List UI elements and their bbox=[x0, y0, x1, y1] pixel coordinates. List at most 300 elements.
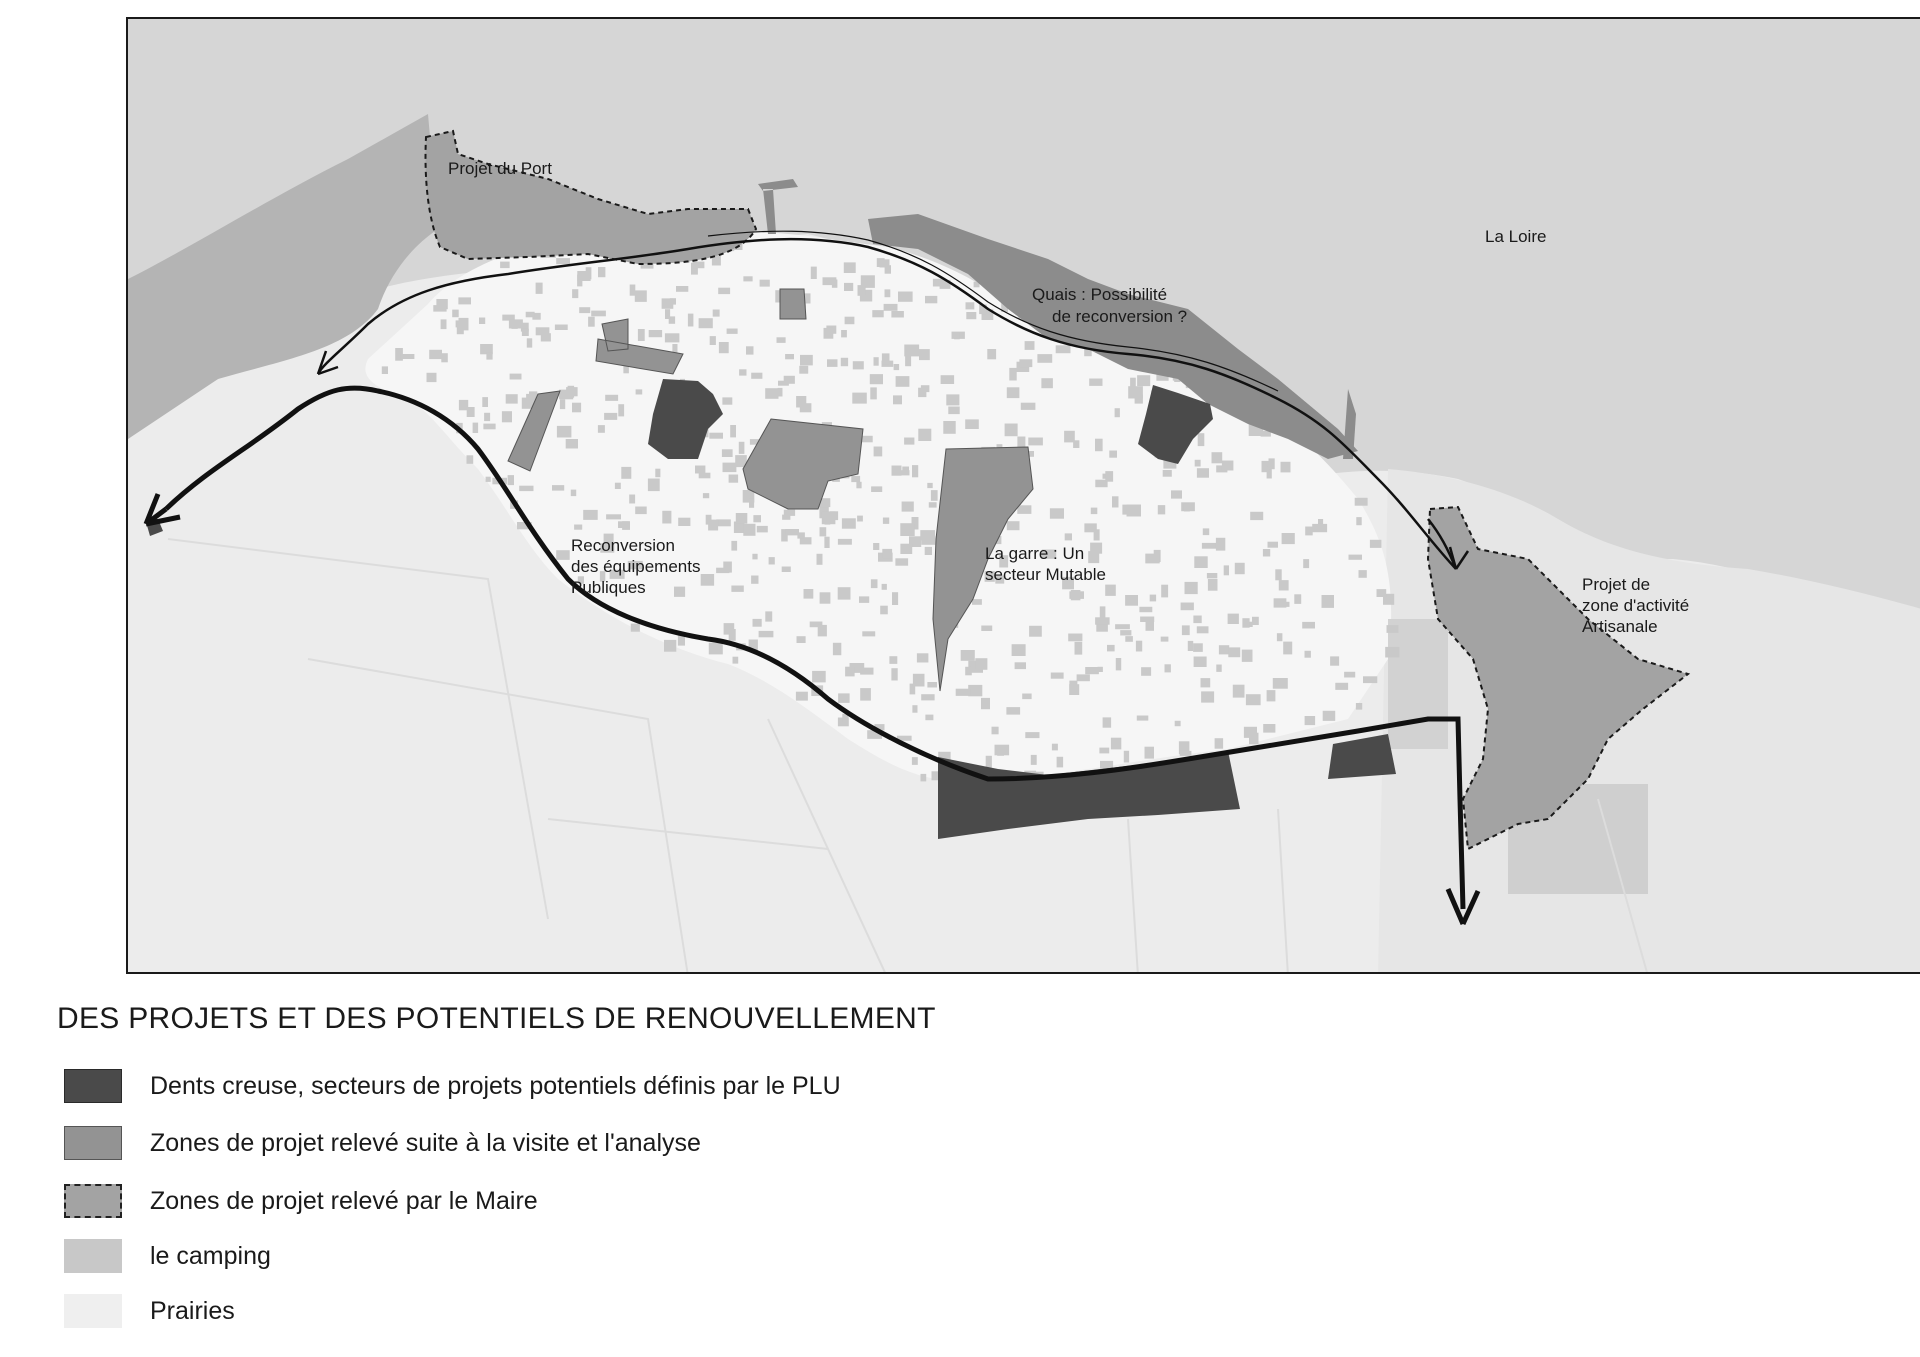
building-block bbox=[1219, 645, 1229, 654]
building-block bbox=[467, 455, 474, 464]
building-block bbox=[716, 568, 729, 573]
building-block bbox=[784, 376, 795, 384]
building-block bbox=[757, 526, 768, 533]
building-block bbox=[1201, 691, 1214, 702]
building-block bbox=[777, 337, 786, 343]
building-block bbox=[716, 519, 731, 526]
building-block bbox=[722, 397, 732, 404]
building-block bbox=[400, 354, 414, 359]
building-block bbox=[1302, 622, 1315, 629]
building-block bbox=[1277, 633, 1283, 641]
building-block bbox=[1115, 624, 1130, 629]
building-block bbox=[759, 631, 774, 637]
building-block bbox=[1068, 634, 1082, 642]
building-block bbox=[1056, 345, 1071, 353]
legend-label: Zones de projet relevé suite à la visite et l'analyse bbox=[150, 1128, 701, 1157]
building-block bbox=[484, 413, 490, 421]
building-block bbox=[1137, 716, 1149, 721]
building-block bbox=[482, 397, 488, 407]
building-block bbox=[927, 682, 937, 688]
building-block bbox=[635, 290, 647, 302]
legend-label: Prairies bbox=[150, 1296, 235, 1325]
building-block bbox=[858, 285, 866, 296]
building-block bbox=[896, 376, 910, 387]
building-block bbox=[648, 479, 660, 492]
building-block bbox=[1242, 618, 1249, 628]
building-block bbox=[727, 329, 738, 334]
building-block bbox=[591, 311, 606, 317]
legend-item-prairies bbox=[64, 1293, 235, 1329]
legend-swatch-camping bbox=[64, 1239, 122, 1273]
building-block bbox=[701, 574, 714, 586]
building-block bbox=[723, 463, 737, 473]
building-block bbox=[752, 554, 757, 560]
building-block bbox=[572, 403, 581, 413]
building-block bbox=[1025, 732, 1039, 738]
building-block bbox=[804, 589, 814, 599]
building-block bbox=[921, 694, 934, 700]
building-block bbox=[818, 625, 827, 637]
building-block bbox=[1028, 438, 1043, 446]
building-block bbox=[838, 587, 851, 599]
building-block bbox=[987, 349, 996, 359]
building-block bbox=[1263, 724, 1275, 733]
building-block bbox=[1269, 458, 1275, 469]
building-block bbox=[902, 467, 909, 472]
building-block bbox=[894, 364, 900, 370]
building-block bbox=[753, 515, 761, 522]
building-block bbox=[1084, 523, 1096, 532]
building-block bbox=[857, 516, 863, 522]
building-block bbox=[841, 358, 848, 366]
building-block bbox=[664, 640, 676, 652]
building-block bbox=[842, 518, 856, 528]
map-frame bbox=[126, 17, 1920, 974]
building-block bbox=[1022, 694, 1031, 700]
building-block bbox=[458, 297, 471, 304]
building-block bbox=[556, 550, 570, 560]
building-block bbox=[920, 530, 935, 540]
building-block bbox=[883, 518, 889, 524]
building-block bbox=[921, 774, 927, 782]
building-block bbox=[975, 658, 987, 670]
building-block bbox=[452, 310, 459, 318]
building-block bbox=[860, 668, 873, 675]
building-block bbox=[852, 393, 867, 404]
building-block bbox=[880, 259, 890, 267]
building-block bbox=[1012, 644, 1026, 656]
building-block bbox=[571, 490, 576, 497]
building-block bbox=[796, 396, 806, 408]
building-block bbox=[882, 353, 890, 364]
building-block bbox=[1275, 569, 1281, 580]
building-block bbox=[1216, 538, 1225, 551]
building-block bbox=[1195, 460, 1201, 467]
building-block bbox=[845, 667, 855, 677]
label-la-loire: La Loire bbox=[1485, 227, 1547, 246]
building-block bbox=[824, 537, 829, 548]
building-block bbox=[1007, 387, 1020, 398]
building-block bbox=[665, 309, 670, 319]
building-block bbox=[1359, 570, 1367, 578]
building-block bbox=[1344, 672, 1355, 678]
legend-swatch-dark bbox=[64, 1069, 122, 1103]
building-block bbox=[710, 336, 716, 345]
building-block bbox=[560, 399, 565, 409]
building-block bbox=[708, 520, 718, 531]
building-block bbox=[731, 541, 737, 551]
building-block bbox=[1268, 542, 1279, 548]
building-block bbox=[467, 407, 475, 417]
building-block bbox=[709, 643, 723, 655]
building-block bbox=[605, 395, 618, 401]
building-block bbox=[719, 342, 729, 353]
building-block bbox=[992, 727, 999, 735]
building-block bbox=[841, 330, 847, 337]
building-block bbox=[1037, 354, 1052, 363]
building-block bbox=[1233, 685, 1245, 698]
building-block bbox=[1235, 563, 1245, 574]
building-block bbox=[1077, 674, 1090, 681]
building-block bbox=[1193, 616, 1201, 624]
building-block bbox=[822, 511, 836, 524]
building-block bbox=[1242, 650, 1253, 662]
building-block bbox=[1120, 630, 1131, 635]
building-block bbox=[966, 312, 976, 319]
building-block bbox=[1312, 524, 1327, 532]
building-block bbox=[699, 473, 711, 479]
building-block bbox=[1193, 643, 1203, 652]
legend-swatch-mid bbox=[64, 1126, 122, 1160]
building-block bbox=[929, 502, 937, 507]
building-block bbox=[1125, 595, 1138, 606]
building-block bbox=[753, 619, 762, 627]
label-za-line3: Artisanale bbox=[1582, 617, 1658, 636]
building-block bbox=[961, 650, 975, 661]
building-block bbox=[981, 626, 992, 632]
building-block bbox=[527, 338, 532, 347]
building-block bbox=[1194, 657, 1207, 668]
building-block bbox=[1116, 658, 1121, 670]
building-block bbox=[838, 693, 850, 703]
building-block bbox=[649, 330, 662, 337]
building-block bbox=[729, 475, 739, 483]
building-block bbox=[606, 514, 621, 519]
building-block bbox=[743, 276, 752, 281]
building-block bbox=[536, 283, 543, 294]
building-block bbox=[871, 486, 882, 492]
building-block bbox=[870, 374, 883, 384]
building-block bbox=[509, 319, 523, 328]
building-block bbox=[1099, 748, 1109, 754]
building-block bbox=[536, 327, 550, 335]
building-block bbox=[844, 283, 853, 291]
building-block bbox=[1185, 582, 1198, 594]
building-block bbox=[618, 404, 624, 416]
building-block bbox=[1089, 379, 1102, 386]
building-block bbox=[729, 629, 736, 641]
building-block bbox=[746, 346, 754, 354]
building-block bbox=[1021, 403, 1036, 410]
building-block bbox=[1025, 341, 1035, 350]
building-block bbox=[1069, 684, 1079, 695]
building-block bbox=[1283, 642, 1292, 655]
building-block bbox=[1031, 755, 1037, 765]
building-block bbox=[598, 425, 605, 433]
building-block bbox=[954, 333, 960, 340]
building-block bbox=[1141, 667, 1151, 676]
building-block bbox=[874, 357, 879, 366]
building-block bbox=[751, 373, 762, 379]
building-block bbox=[502, 411, 512, 422]
building-block bbox=[873, 543, 879, 550]
building-block bbox=[621, 467, 631, 479]
building-block bbox=[1140, 617, 1154, 623]
building-block bbox=[433, 305, 446, 312]
building-block bbox=[956, 689, 970, 696]
building-block bbox=[892, 466, 902, 476]
building-block bbox=[1202, 543, 1217, 549]
building-block bbox=[1161, 585, 1168, 598]
label-gare-line1: La garre : Un bbox=[985, 544, 1085, 563]
building-block bbox=[1124, 751, 1129, 763]
building-block bbox=[925, 296, 937, 303]
building-block bbox=[1207, 573, 1217, 578]
building-block bbox=[427, 373, 437, 382]
building-block bbox=[918, 388, 926, 397]
building-block bbox=[1305, 651, 1311, 658]
building-block bbox=[615, 483, 621, 489]
building-block bbox=[882, 584, 887, 590]
building-block bbox=[860, 688, 871, 701]
building-block bbox=[913, 674, 925, 687]
label-za-line2: zone d'activité bbox=[1582, 596, 1690, 615]
building-block bbox=[1282, 533, 1295, 544]
building-block bbox=[1322, 595, 1335, 608]
building-block bbox=[859, 596, 869, 603]
building-block bbox=[1305, 716, 1316, 725]
building-block bbox=[856, 482, 861, 489]
building-block bbox=[382, 366, 388, 374]
building-block bbox=[1208, 579, 1218, 591]
building-block bbox=[925, 715, 933, 721]
building-block bbox=[441, 353, 448, 362]
building-block bbox=[1165, 664, 1171, 672]
building-block bbox=[1017, 505, 1031, 514]
building-block bbox=[995, 745, 1010, 756]
building-block bbox=[885, 289, 891, 297]
building-block bbox=[699, 318, 713, 328]
building-block bbox=[968, 685, 982, 696]
building-block bbox=[927, 483, 932, 488]
building-block bbox=[972, 599, 982, 605]
building-block bbox=[1273, 678, 1288, 689]
building-block bbox=[838, 539, 852, 545]
building-block bbox=[1323, 711, 1336, 721]
building-block bbox=[785, 354, 794, 359]
building-block bbox=[1387, 625, 1399, 633]
building-block bbox=[833, 643, 841, 655]
building-block bbox=[845, 317, 855, 325]
building-block bbox=[586, 267, 592, 279]
building-block bbox=[943, 421, 955, 434]
building-block bbox=[1330, 656, 1339, 665]
building-block bbox=[1019, 359, 1032, 367]
building-block bbox=[844, 262, 856, 273]
building-block bbox=[1107, 645, 1115, 652]
building-block bbox=[765, 388, 778, 399]
building-block bbox=[1095, 439, 1103, 452]
label-za-line1: Projet de bbox=[1582, 575, 1651, 594]
building-block bbox=[556, 258, 570, 264]
label-quais-line1: Quais : Possibilité bbox=[1032, 285, 1168, 304]
building-block bbox=[486, 477, 491, 482]
building-block bbox=[1203, 528, 1209, 535]
building-block bbox=[655, 469, 660, 478]
legend-label: Dents creuse, secteurs de projets potentiels définis par le PLU bbox=[150, 1071, 841, 1100]
building-block bbox=[880, 606, 888, 615]
building-block bbox=[662, 298, 674, 308]
building-block bbox=[891, 668, 897, 680]
building-block bbox=[1349, 555, 1363, 560]
building-block bbox=[902, 502, 914, 512]
building-block bbox=[1385, 647, 1399, 658]
label-gare-line2: secteur Mutable bbox=[985, 565, 1106, 584]
building-block bbox=[1145, 747, 1155, 759]
building-block bbox=[1127, 505, 1142, 517]
building-block bbox=[1171, 490, 1182, 498]
legend-item-zones-maire bbox=[64, 1183, 538, 1219]
building-block bbox=[1009, 368, 1016, 381]
building-block bbox=[820, 592, 831, 603]
building-block bbox=[1088, 551, 1099, 563]
building-block bbox=[1180, 751, 1192, 756]
building-block bbox=[1052, 744, 1058, 751]
building-block bbox=[483, 424, 495, 430]
building-block bbox=[1128, 386, 1143, 398]
building-block bbox=[784, 510, 795, 516]
building-block bbox=[1281, 462, 1291, 473]
legend-label: Zones de projet relevé par le Maire bbox=[150, 1186, 538, 1215]
building-block bbox=[718, 288, 730, 294]
building-block bbox=[1137, 375, 1150, 386]
building-block bbox=[519, 486, 533, 491]
building-block bbox=[898, 292, 913, 302]
building-block bbox=[1015, 662, 1026, 669]
building-block bbox=[946, 394, 959, 405]
building-block bbox=[1071, 590, 1081, 600]
building-block bbox=[508, 475, 514, 485]
building-block bbox=[872, 310, 883, 317]
building-block bbox=[635, 507, 647, 515]
building-block bbox=[743, 524, 755, 536]
building-block bbox=[1294, 594, 1301, 604]
building-block bbox=[1098, 667, 1103, 672]
camping-area-2 bbox=[1388, 619, 1448, 749]
building-block bbox=[457, 323, 464, 335]
building-block bbox=[572, 289, 578, 298]
building-block bbox=[785, 529, 799, 535]
building-block bbox=[1041, 378, 1053, 388]
building-block bbox=[965, 667, 972, 676]
building-block bbox=[713, 310, 720, 317]
building-block bbox=[811, 267, 817, 279]
building-block bbox=[1201, 678, 1211, 687]
building-block bbox=[827, 359, 838, 367]
building-block bbox=[588, 317, 595, 327]
building-block bbox=[1085, 667, 1099, 674]
building-block bbox=[917, 653, 929, 662]
building-block bbox=[1136, 641, 1142, 652]
building-block bbox=[1184, 503, 1190, 511]
building-block bbox=[1370, 540, 1382, 548]
building-block bbox=[662, 511, 671, 524]
building-block bbox=[1224, 565, 1229, 575]
building-block bbox=[1305, 527, 1313, 536]
building-block bbox=[769, 557, 775, 564]
building-block bbox=[739, 442, 745, 454]
building-block bbox=[552, 485, 564, 491]
legend-item-camping bbox=[64, 1238, 271, 1274]
building-block bbox=[1150, 595, 1156, 602]
building-block bbox=[486, 352, 492, 359]
building-block bbox=[800, 355, 813, 366]
building-block bbox=[965, 419, 979, 429]
building-block bbox=[796, 692, 808, 701]
building-block bbox=[1051, 673, 1064, 679]
building-block bbox=[1246, 694, 1261, 705]
building-block bbox=[751, 576, 758, 584]
building-block bbox=[688, 314, 694, 327]
building-block bbox=[1075, 642, 1083, 655]
building-block bbox=[981, 698, 990, 709]
building-block bbox=[566, 439, 578, 449]
building-block bbox=[1335, 683, 1348, 690]
building-block bbox=[1198, 433, 1205, 446]
building-block bbox=[892, 592, 898, 605]
building-block bbox=[733, 657, 739, 664]
building-block bbox=[1249, 733, 1259, 745]
building-block bbox=[1158, 505, 1165, 514]
building-block bbox=[1112, 496, 1119, 507]
building-block bbox=[1163, 470, 1172, 477]
building-block bbox=[1215, 738, 1224, 749]
building-block bbox=[674, 587, 685, 597]
building-block bbox=[1109, 451, 1117, 458]
label-quais-line2: de reconversion ? bbox=[1052, 307, 1188, 326]
legend-item-zones-visite bbox=[64, 1125, 701, 1161]
building-block bbox=[500, 262, 510, 269]
building-block bbox=[574, 525, 582, 530]
building-block bbox=[598, 267, 605, 277]
building-block bbox=[862, 631, 875, 636]
building-block bbox=[1182, 625, 1190, 635]
building-block bbox=[1197, 468, 1209, 478]
building-block bbox=[782, 567, 791, 573]
building-block bbox=[736, 513, 748, 524]
building-block bbox=[1263, 549, 1270, 557]
building-block bbox=[1100, 606, 1106, 618]
building-block bbox=[948, 407, 959, 415]
building-block bbox=[555, 325, 568, 331]
building-block bbox=[441, 319, 447, 329]
building-block bbox=[853, 361, 864, 369]
building-block bbox=[851, 476, 860, 482]
legend-label: le camping bbox=[150, 1241, 271, 1270]
zone-grey-3 bbox=[780, 289, 806, 319]
building-block bbox=[919, 349, 930, 360]
building-block bbox=[1279, 580, 1289, 590]
